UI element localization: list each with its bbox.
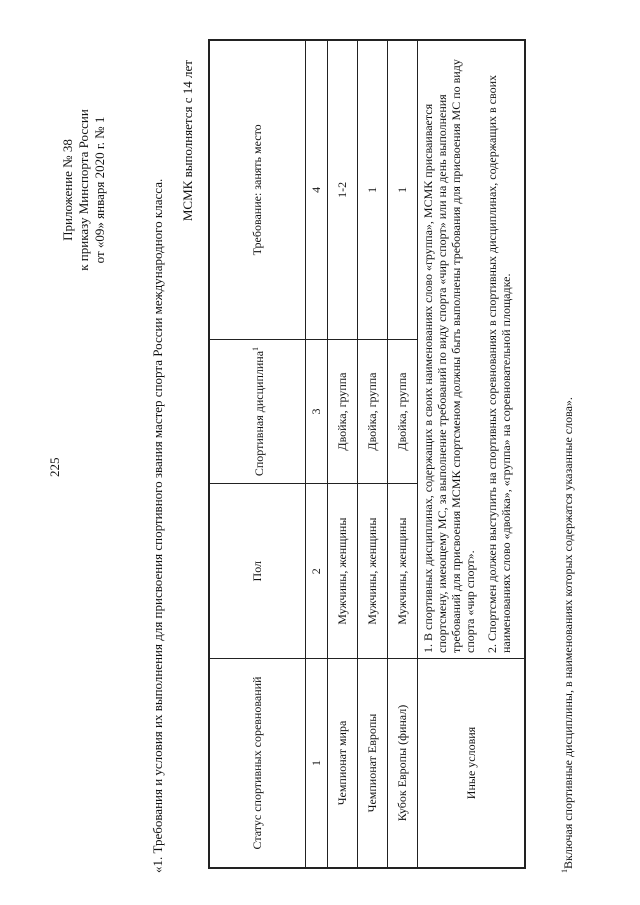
row-place: 1 bbox=[387, 40, 417, 339]
row-discipline: Двойка, группа bbox=[357, 339, 387, 484]
row-status: Кубок Европы (финал) bbox=[387, 658, 417, 868]
table-row bbox=[327, 40, 357, 868]
appendix-line-3: от «09» января 2020 г. № 1 bbox=[92, 116, 107, 264]
table-header-row bbox=[209, 40, 305, 868]
row-gender: Мужчины, женщины bbox=[327, 484, 357, 659]
age-note: МСМК выполняется с 14 лет bbox=[180, 60, 195, 222]
header-discipline bbox=[209, 339, 305, 484]
footnote bbox=[560, 13, 576, 873]
appendix-reference bbox=[60, 40, 108, 340]
header-status: Статус спортивных соревнований bbox=[209, 658, 305, 868]
other-conditions-row bbox=[417, 40, 525, 868]
page-number: 225 bbox=[47, 457, 62, 477]
header-requirement: Требование: занять место bbox=[209, 40, 305, 339]
column-number: 2 bbox=[305, 484, 327, 659]
header-gender: Пол bbox=[209, 484, 305, 659]
header-discipline-text: Спортивная дисциплина bbox=[251, 350, 266, 477]
appendix-line-1: Приложение № 38 bbox=[60, 139, 75, 241]
row-discipline: Двойка, группа bbox=[327, 339, 357, 484]
column-number: 4 bbox=[305, 40, 327, 339]
requirements-table bbox=[208, 39, 526, 869]
section-heading: «1. Требования и условия их выполнения для присвоения спортивного звания мастер спорта России международного класса. bbox=[150, 178, 165, 873]
table-row bbox=[387, 40, 417, 868]
other-conditions-text bbox=[417, 40, 525, 658]
appendix-line-2: к приказу Минспорта России bbox=[76, 109, 91, 271]
condition-item: 2. Спортсмен должен выступить на спортивных соревнованиях в спортивных дисциплинах, содержащих в своих наименованиях слово «двойка», «группа» на соревновательной площадке. bbox=[484, 75, 513, 653]
footnote-mark-header: 1 bbox=[250, 346, 260, 351]
row-status: Чемпионат Европы bbox=[357, 658, 387, 868]
condition-item: 1. В спортивных дисциплинах, содержащих в своих наименованиях слово «группа», МСМК присваивается спортсмену, имеющему МС, за выполнение требований по виду спорта «чир спорт» или на день выполнения требований для присвоения МСМК спортсменом должны быть выполнены требования для присвоения МС по виду спорта «чир спорт». bbox=[420, 59, 477, 653]
column-number-row bbox=[305, 40, 327, 868]
row-place: 1-2 bbox=[327, 40, 357, 339]
row-gender: Мужчины, женщины bbox=[387, 484, 417, 659]
other-conditions-label: Иные условия bbox=[417, 658, 525, 868]
row-status: Чемпионат мира bbox=[327, 658, 357, 868]
row-place: 1 bbox=[357, 40, 387, 339]
footnote-text: Включая спортивные дисциплины, в наименованиях которых содержатся указанные слова». bbox=[561, 397, 575, 869]
footnote-mark: 1 bbox=[560, 869, 569, 873]
row-discipline: Двойка, группа bbox=[387, 339, 417, 484]
row-gender: Мужчины, женщины bbox=[357, 484, 387, 659]
column-number: 1 bbox=[305, 658, 327, 868]
table-row bbox=[357, 40, 387, 868]
column-number: 3 bbox=[305, 339, 327, 484]
